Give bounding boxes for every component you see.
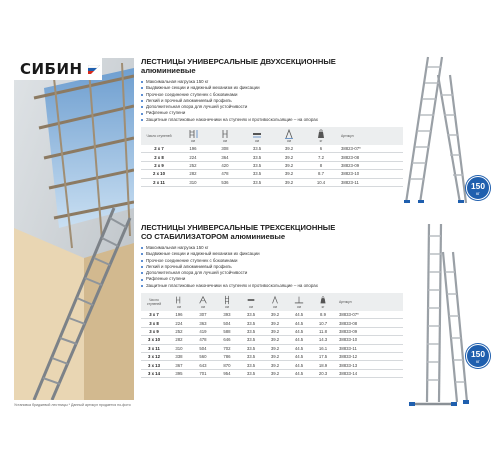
table-cell: 3 x 13 bbox=[141, 361, 167, 369]
table-cell: 8.9 bbox=[311, 311, 335, 319]
table-cell: 786 bbox=[215, 353, 239, 361]
table-cell: 701 bbox=[191, 369, 215, 377]
table-cell: 252 bbox=[177, 161, 209, 169]
table-cell: 38823-07* bbox=[337, 145, 403, 153]
table-cell: 39.2 bbox=[263, 361, 287, 369]
table-cell: 393 bbox=[215, 311, 239, 319]
table-cell: 39.2 bbox=[273, 170, 305, 178]
table-cell: 307 bbox=[191, 311, 215, 319]
table-cell: 2 x 10 bbox=[141, 170, 177, 178]
max-load-unit: кг bbox=[476, 359, 480, 364]
table-row bbox=[141, 353, 403, 361]
table-cell: 16.1 bbox=[311, 344, 335, 352]
two-section-ladders bbox=[141, 57, 403, 187]
section1-spec-table bbox=[141, 127, 403, 187]
height-folded-header bbox=[167, 293, 191, 311]
table-cell: 33.5 bbox=[239, 344, 263, 352]
photo-caption: Установка бриджевой лестницы * Данный артикул продается по-фото bbox=[14, 403, 131, 407]
table-cell: 7.2 bbox=[305, 153, 337, 161]
weight-icon bbox=[318, 295, 328, 305]
table-cell: 38833-09 bbox=[335, 327, 403, 335]
unit-label: кг bbox=[319, 139, 323, 144]
unit-label: см bbox=[248, 305, 254, 310]
table-cell: 367 bbox=[167, 361, 191, 369]
table-cell: 38833-13 bbox=[335, 361, 403, 369]
table-cell: 10.4 bbox=[305, 178, 337, 186]
table-cell: 702 bbox=[215, 344, 239, 352]
section1-title-line2: алюминиевые bbox=[141, 66, 196, 75]
table-cell: 3 x 12 bbox=[141, 353, 167, 361]
table-cell: 308 bbox=[209, 145, 241, 153]
step-width-header bbox=[241, 127, 273, 145]
ladder-length-icon bbox=[219, 129, 231, 139]
table-cell: 33.5 bbox=[241, 145, 273, 153]
flag-icon bbox=[88, 65, 100, 74]
table-cell: 282 bbox=[177, 170, 209, 178]
table-cell: 33.5 bbox=[239, 353, 263, 361]
unit-label: см bbox=[254, 139, 260, 144]
table-cell: 44.5 bbox=[287, 369, 311, 377]
steps-header: Число ступеней bbox=[141, 293, 167, 311]
table-cell: 33.5 bbox=[239, 361, 263, 369]
ladder-height-icon bbox=[187, 129, 199, 139]
table-cell: 33.5 bbox=[239, 319, 263, 327]
table-cell: 20.3 bbox=[311, 369, 335, 377]
table-row bbox=[141, 170, 403, 178]
table-cell: 39.2 bbox=[263, 353, 287, 361]
unit-label: см bbox=[296, 305, 302, 310]
ladder-height-icon bbox=[174, 295, 184, 305]
table-cell: 38833-08 bbox=[335, 319, 403, 327]
table-row bbox=[141, 311, 403, 319]
table-cell: 38823-08 bbox=[337, 153, 403, 161]
article-header: Артикул bbox=[337, 127, 403, 145]
section2-title bbox=[141, 223, 403, 241]
table-cell: 39.2 bbox=[263, 336, 287, 344]
table-cell: 44.5 bbox=[287, 327, 311, 335]
feature-item: Максимальная нагрузка 150 кг bbox=[141, 245, 403, 251]
feature-item: Максимальная нагрузка 150 кг bbox=[141, 79, 403, 85]
feature-item: Выдвижные секции и надежный механизм их фиксации bbox=[141, 251, 403, 257]
feature-item: Дополнительная опора для лучшей устойчивости bbox=[141, 270, 403, 276]
weight-header bbox=[311, 293, 335, 311]
section2-features bbox=[141, 245, 403, 289]
stabilizer-icon bbox=[294, 295, 304, 305]
table-cell: 282 bbox=[167, 336, 191, 344]
table-cell: 39.2 bbox=[263, 369, 287, 377]
table-cell: 38833-10 bbox=[335, 336, 403, 344]
table-cell: 420 bbox=[209, 161, 241, 169]
unit-label: см bbox=[222, 139, 228, 144]
ladder-photo-illustration bbox=[14, 58, 134, 400]
article-header: Артикул bbox=[335, 293, 403, 311]
table-cell: 6 bbox=[305, 145, 337, 153]
table-cell: 44.5 bbox=[287, 344, 311, 352]
table-cell: 33.5 bbox=[241, 161, 273, 169]
table-cell: 38833-07* bbox=[335, 311, 403, 319]
table-row bbox=[141, 319, 403, 327]
height-folded-header bbox=[209, 127, 241, 145]
brand-logo bbox=[14, 58, 102, 80]
table-cell: 588 bbox=[215, 327, 239, 335]
max-load-value: 150 bbox=[471, 181, 485, 191]
table-cell: 33.5 bbox=[241, 170, 273, 178]
table-row bbox=[141, 344, 403, 352]
table-row bbox=[141, 153, 403, 161]
unit-label: кг bbox=[321, 305, 325, 310]
table-cell: 478 bbox=[209, 170, 241, 178]
table-row bbox=[141, 361, 403, 369]
feature-item: Легкий и прочный алюминиевый профиль bbox=[141, 98, 403, 104]
table-cell: 504 bbox=[215, 319, 239, 327]
feature-item: Дополнительная опора для лучшей устойчивости bbox=[141, 104, 403, 110]
weight-icon bbox=[315, 129, 327, 139]
table-cell: 3 x 14 bbox=[141, 369, 167, 377]
table-cell: 39.2 bbox=[273, 178, 305, 186]
table-cell: 338 bbox=[167, 353, 191, 361]
steps-header: Число ступеней bbox=[141, 127, 177, 145]
table-cell: 646 bbox=[215, 336, 239, 344]
table-cell: 196 bbox=[167, 311, 191, 319]
base-width-header bbox=[273, 127, 305, 145]
table-cell: 310 bbox=[177, 178, 209, 186]
table-cell: 954 bbox=[215, 369, 239, 377]
table-cell: 3 x 11 bbox=[141, 344, 167, 352]
max-load-value: 150 bbox=[471, 349, 485, 359]
section2-spec-table bbox=[141, 293, 403, 378]
section1-title-line1: ЛЕСТНИЦЫ УНИВЕРСАЛЬНЫЕ ДВУХСЕКЦИОННЫЕ bbox=[141, 57, 336, 66]
table-row bbox=[141, 336, 403, 344]
table-cell: 363 bbox=[191, 319, 215, 327]
table-cell: 44.5 bbox=[287, 311, 311, 319]
feature-item: Легкий и прочный алюминиевый профиль bbox=[141, 264, 403, 270]
step-width-header bbox=[239, 293, 263, 311]
table-cell: 504 bbox=[191, 344, 215, 352]
table-cell: 536 bbox=[209, 178, 241, 186]
section2-title-line2b: алюминиевые bbox=[230, 232, 286, 241]
table-cell: 33.5 bbox=[239, 311, 263, 319]
feature-item: Прочное соединение ступенек с боковинами bbox=[141, 92, 403, 98]
base-width-icon bbox=[270, 295, 280, 305]
two-section-ladder-drawing bbox=[398, 55, 468, 205]
table-cell: 17.5 bbox=[311, 353, 335, 361]
table-cell: 2 x 9 bbox=[141, 161, 177, 169]
ladder-extended-icon bbox=[222, 295, 232, 305]
feature-item: Рифленые ступени bbox=[141, 110, 403, 116]
table-cell: 419 bbox=[191, 327, 215, 335]
table-cell: 38823-11 bbox=[337, 178, 403, 186]
base-width-header bbox=[263, 293, 287, 311]
table-cell: 2 x 7 bbox=[141, 145, 177, 153]
table-cell: 44.5 bbox=[287, 319, 311, 327]
table-cell: 2 x 11 bbox=[141, 178, 177, 186]
height-extended-header bbox=[177, 127, 209, 145]
table-cell: 364 bbox=[209, 153, 241, 161]
table-cell: 44.5 bbox=[287, 336, 311, 344]
table-cell: 478 bbox=[191, 336, 215, 344]
height-stepladder-header bbox=[191, 293, 215, 311]
max-load-badge-1 bbox=[466, 176, 490, 200]
table-cell: 39.2 bbox=[263, 319, 287, 327]
unit-label: см bbox=[200, 305, 206, 310]
three-section-ladder-drawing bbox=[405, 222, 473, 412]
step-width-icon bbox=[251, 129, 263, 139]
feature-item: Защитные пластиковые наконечники на ступенях и противоскользящие – на опорах bbox=[141, 117, 403, 123]
table-cell: 39.2 bbox=[273, 153, 305, 161]
table-cell: 33.5 bbox=[239, 327, 263, 335]
table-cell: 3 x 10 bbox=[141, 336, 167, 344]
table-cell: 18.9 bbox=[311, 361, 335, 369]
table-cell: 38823-10 bbox=[337, 170, 403, 178]
brand-logo-text: СИБИН bbox=[20, 60, 83, 78]
table-cell: 39.2 bbox=[273, 161, 305, 169]
table-cell: 33.5 bbox=[241, 178, 273, 186]
table-row bbox=[141, 327, 403, 335]
table-cell: 3 x 9 bbox=[141, 327, 167, 335]
table-cell: 196 bbox=[177, 145, 209, 153]
stepladder-icon bbox=[198, 295, 208, 305]
table-cell: 38823-09 bbox=[337, 161, 403, 169]
table-cell: 38833-14 bbox=[335, 369, 403, 377]
max-load-badge-2 bbox=[466, 344, 490, 368]
table-cell: 395 bbox=[167, 369, 191, 377]
table-cell: 44.5 bbox=[287, 353, 311, 361]
table-cell: 8 bbox=[305, 161, 337, 169]
unit-label: см bbox=[272, 305, 278, 310]
section1-title bbox=[141, 57, 403, 75]
unit-label: см bbox=[176, 305, 182, 310]
table-cell: 38833-11 bbox=[335, 344, 403, 352]
product-photo bbox=[14, 58, 134, 400]
table-cell: 224 bbox=[177, 153, 209, 161]
feature-item: Выдвижные секции и надежный механизм их фиксации bbox=[141, 85, 403, 91]
table-cell: 10.7 bbox=[311, 319, 335, 327]
table-cell: 643 bbox=[191, 361, 215, 369]
table-cell: 3 x 8 bbox=[141, 319, 167, 327]
step-width-icon bbox=[246, 295, 256, 305]
table-cell: 39.2 bbox=[263, 327, 287, 335]
unit-label: см bbox=[224, 305, 230, 310]
table-cell: 39.2 bbox=[263, 344, 287, 352]
feature-item: Рифленые ступени bbox=[141, 276, 403, 282]
table-cell: 310 bbox=[167, 344, 191, 352]
table-cell: 3 x 7 bbox=[141, 311, 167, 319]
table-cell: 8.7 bbox=[305, 170, 337, 178]
three-section-ladders bbox=[141, 223, 403, 378]
table-cell: 33.5 bbox=[239, 336, 263, 344]
table-cell: 252 bbox=[167, 327, 191, 335]
unit-label: см bbox=[190, 139, 196, 144]
feature-item: Защитные пластиковые наконечники на ступенях и противоскользящие – на опорах bbox=[141, 283, 403, 289]
table-row bbox=[141, 161, 403, 169]
table-cell: 560 bbox=[191, 353, 215, 361]
stabilizer-width-header bbox=[287, 293, 311, 311]
table-row bbox=[141, 178, 403, 186]
table-cell: 224 bbox=[167, 319, 191, 327]
max-load-unit: кг bbox=[476, 191, 480, 196]
table-cell: 33.5 bbox=[239, 369, 263, 377]
feature-item: Прочное соединение ступенек с боковинами bbox=[141, 258, 403, 264]
table-cell: 33.5 bbox=[241, 153, 273, 161]
section2-title-line2a: СО СТАБИЛИЗАТОРОМ bbox=[141, 232, 229, 241]
table-cell: 39.2 bbox=[263, 311, 287, 319]
unit-label: см bbox=[286, 139, 292, 144]
base-width-icon bbox=[283, 129, 295, 139]
table-cell: 39.2 bbox=[273, 145, 305, 153]
table-row bbox=[141, 369, 403, 377]
section1-features bbox=[141, 79, 403, 123]
table-cell: 38833-12 bbox=[335, 353, 403, 361]
height-extended-header bbox=[215, 293, 239, 311]
table-cell: 44.5 bbox=[287, 361, 311, 369]
table-cell: 2 x 8 bbox=[141, 153, 177, 161]
table-cell: 11.8 bbox=[311, 327, 335, 335]
table-row bbox=[141, 145, 403, 153]
table-cell: 14.3 bbox=[311, 336, 335, 344]
table-cell: 870 bbox=[215, 361, 239, 369]
weight-header bbox=[305, 127, 337, 145]
section2-title-line1: ЛЕСТНИЦЫ УНИВЕРСАЛЬНЫЕ ТРЕХСЕКЦИОННЫЕ bbox=[141, 223, 336, 232]
